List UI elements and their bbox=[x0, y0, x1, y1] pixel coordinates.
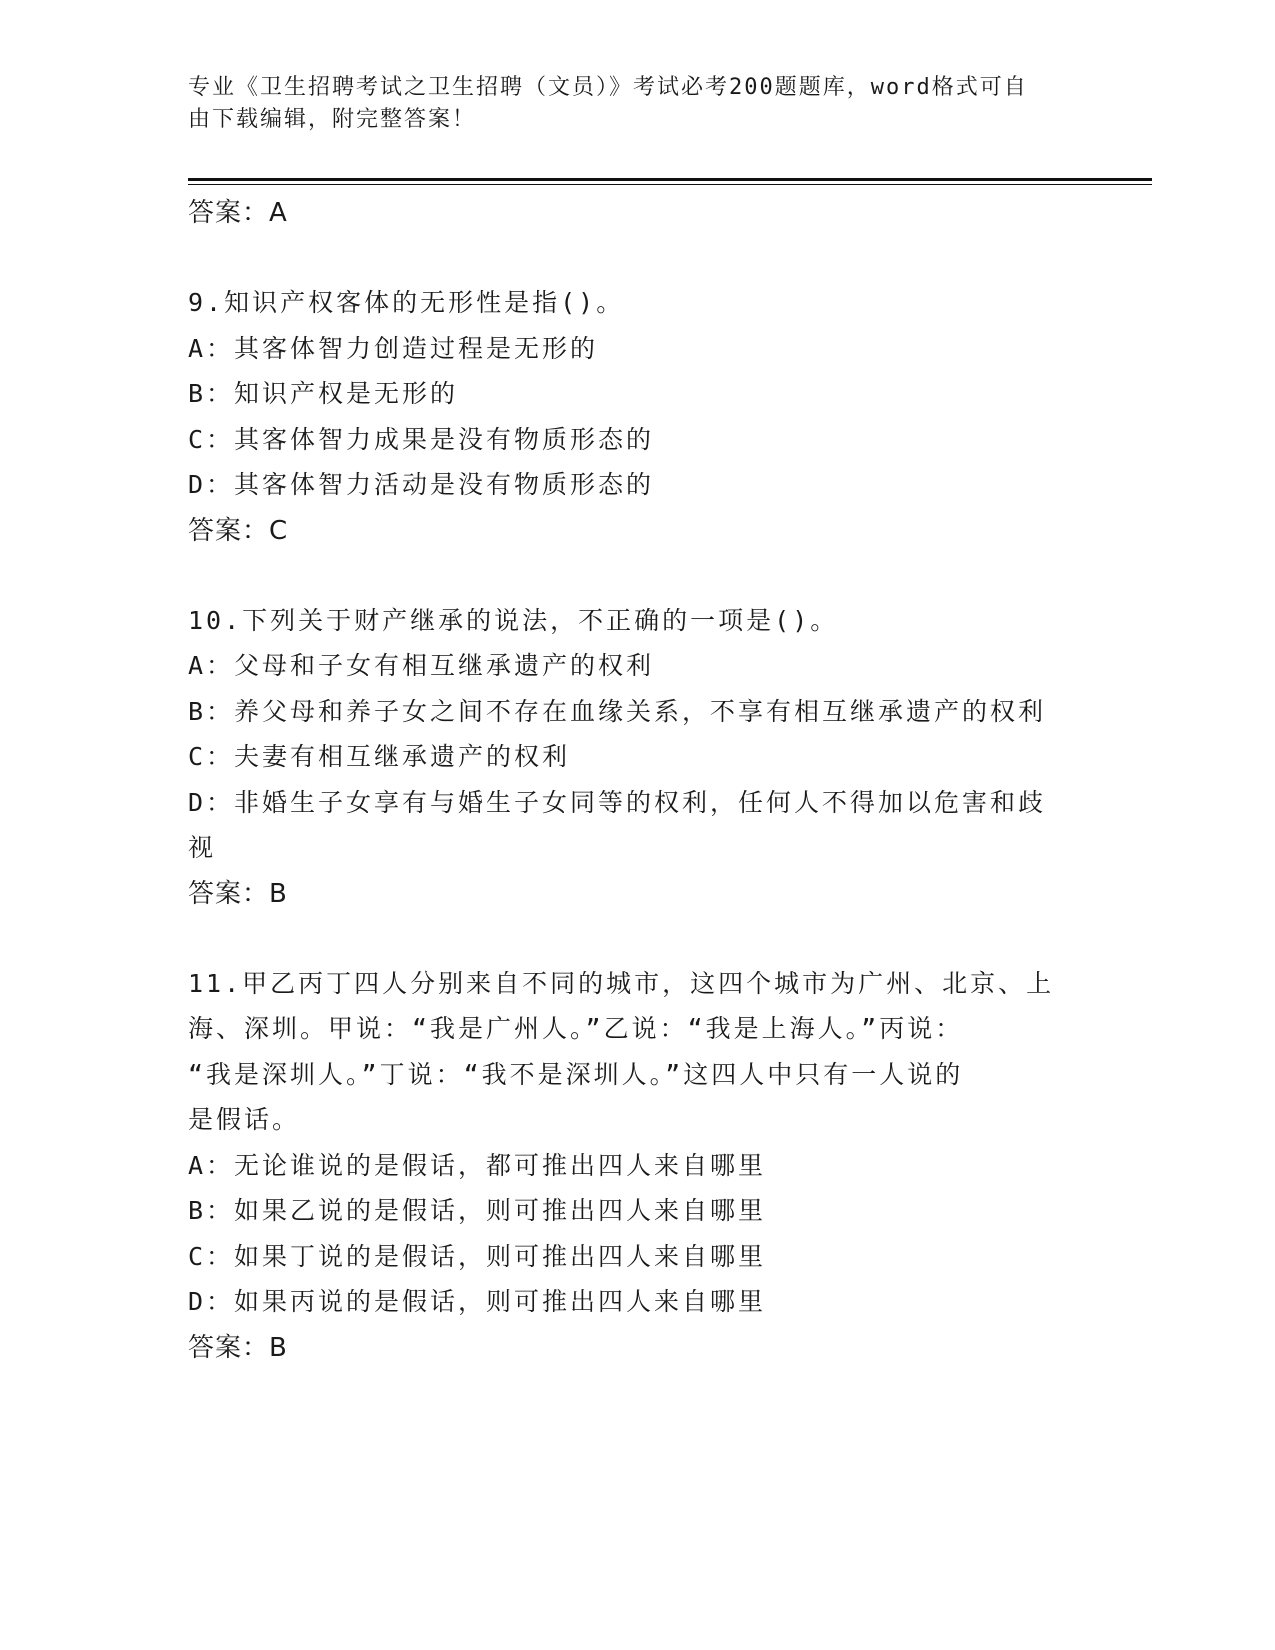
option-a: A：无论谁说的是假话，都可推出四人来自哪里 bbox=[188, 1150, 767, 1180]
option-c: C：如果丁说的是假话，则可推出四人来自哪里 bbox=[188, 1241, 767, 1271]
question-9 bbox=[188, 280, 1088, 554]
question-stem-line-4: 是假话。 bbox=[188, 1105, 301, 1134]
header-divider-thick bbox=[188, 178, 1152, 181]
question-list bbox=[188, 190, 1088, 1371]
option-d-continued: 视 bbox=[188, 833, 217, 862]
option-c: C：其客体智力成果是没有物质形态的 bbox=[188, 424, 655, 454]
spacer bbox=[188, 554, 1088, 598]
option-d: D：非婚生子女享有与婚生子女同等的权利，任何人不得加以危害和歧 bbox=[188, 787, 1047, 817]
option-d: D：如果丙说的是假话，则可推出四人来自哪里 bbox=[188, 1287, 767, 1316]
spacer bbox=[188, 917, 1088, 961]
option-b: B：如果乙说的是假话，则可推出四人来自哪里 bbox=[188, 1196, 767, 1225]
header-line-2: 由下载编辑，附完整答案！ bbox=[188, 107, 477, 132]
answer: 答案：B bbox=[188, 1332, 288, 1363]
answer: 答案：C bbox=[188, 515, 289, 546]
question-10 bbox=[188, 598, 1088, 917]
option-d: D：其客体智力活动是没有物质形态的 bbox=[188, 470, 655, 499]
previous-answer: 答案：A bbox=[188, 198, 288, 228]
option-a: A：父母和子女有相互继承遗产的权利 bbox=[188, 651, 655, 680]
option-c: C：夫妻有相互继承遗产的权利 bbox=[188, 742, 571, 771]
question-stem: 10.下列关于财产继承的说法，不正确的一项是()。 bbox=[188, 605, 839, 635]
question-stem-line-1: 11.甲乙丙丁四人分别来自不同的城市，这四个城市为广州、北京、上 bbox=[188, 968, 1055, 998]
question-stem: 9.知识产权客体的无形性是指()。 bbox=[188, 288, 625, 317]
question-stem-line-2: 海、深圳。甲说：“我是广州人。”乙说：“我是上海人。”丙说： bbox=[188, 1014, 964, 1043]
question-stem-line-3: “我是深圳人。”丁说：“我不是深圳人。”这四人中只有一人说的 bbox=[188, 1059, 964, 1089]
question-11 bbox=[188, 961, 1088, 1371]
header-divider-thin bbox=[188, 184, 1152, 185]
option-b: B：知识产权是无形的 bbox=[188, 379, 459, 408]
answer: 答案：B bbox=[188, 878, 288, 909]
spacer bbox=[188, 236, 1088, 280]
document-header bbox=[188, 72, 1088, 136]
header-line-1: 专业《卫生招聘考试之卫生招聘（文员）》考试必考200题题库，word格式可自 bbox=[188, 75, 1028, 100]
option-a: A：其客体智力创造过程是无形的 bbox=[188, 333, 599, 363]
option-b: B：养父母和养子女之间不存在血缘关系，不享有相互继承遗产的权利 bbox=[188, 696, 1047, 726]
